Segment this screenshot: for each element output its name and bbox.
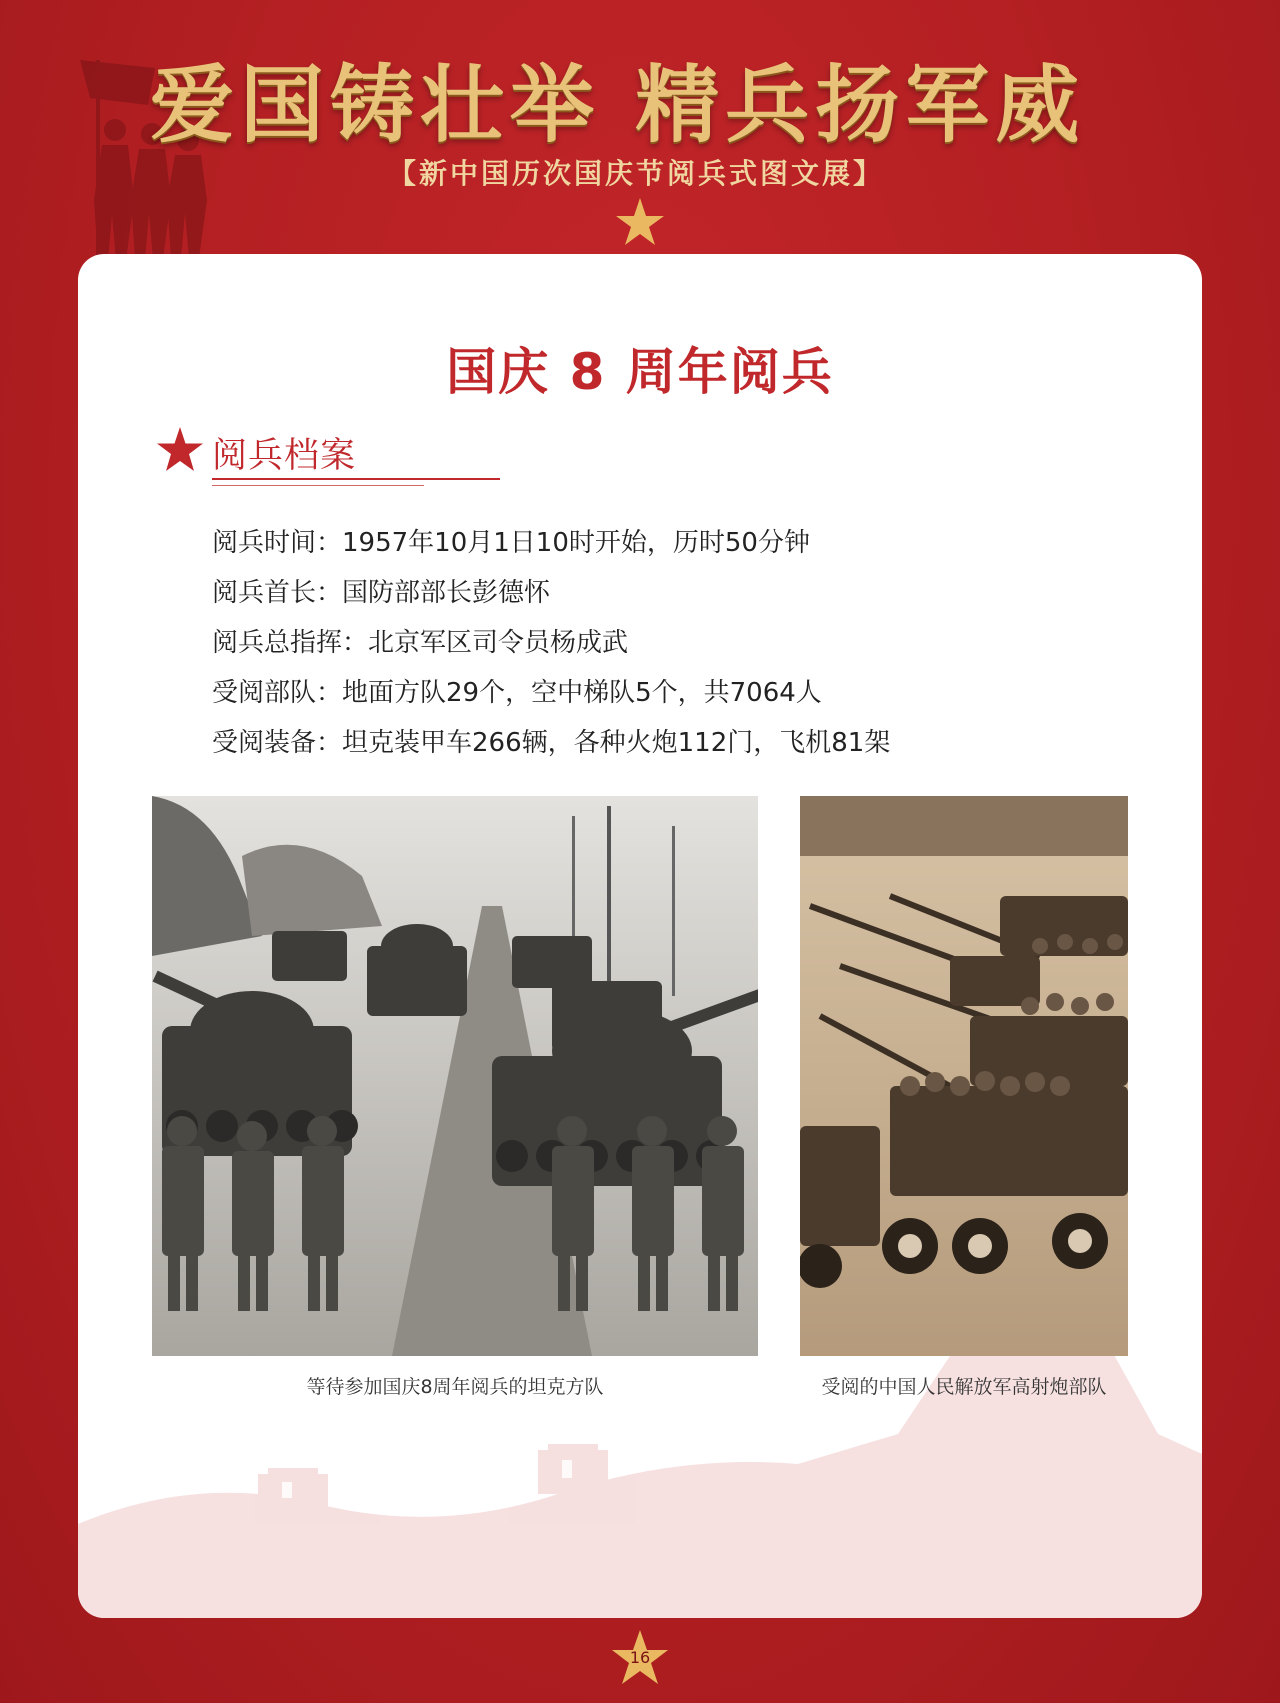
fact-item: 阅兵首长：国防部部长彭德怀 [212, 578, 551, 608]
page-number: 16 [629, 1648, 651, 1667]
anti-aircraft-artillery-photo [800, 796, 1128, 1356]
section-underline-thin [212, 485, 424, 486]
sub-title: 【新中国历次国庆节阅兵式图文展】 [388, 157, 885, 190]
content-card [78, 254, 1202, 1618]
fact-item: 阅兵时间：1957年10月1日10时开始，历时50分钟 [212, 528, 810, 558]
fact-item: 受阅装备：坦克装甲车266辆，各种火炮112门，飞机81架 [212, 728, 891, 758]
main-title: 爱国铸壮举 精兵扬军威 [150, 55, 1086, 154]
card-title: 国庆 8 周年阅兵 [446, 343, 834, 401]
section-underline [212, 478, 500, 480]
fact-list [212, 518, 890, 768]
page-header [0, 0, 1280, 260]
photo-caption: 等待参加国庆8周年阅兵的坦克方队 [306, 1376, 604, 1398]
fact-item: 受阅部队：地面方队29个，空中梯队5个，共7064人 [212, 678, 822, 708]
gold-star-icon [614, 196, 666, 248]
red-star-icon [156, 426, 204, 474]
tank-column-photo [152, 796, 758, 1356]
photo-caption: 受阅的中国人民解放军高射炮部队 [821, 1376, 1107, 1398]
fact-item: 阅兵总指挥：北京军区司令员杨成武 [212, 628, 629, 658]
section-title: 阅兵档案 [212, 436, 357, 476]
